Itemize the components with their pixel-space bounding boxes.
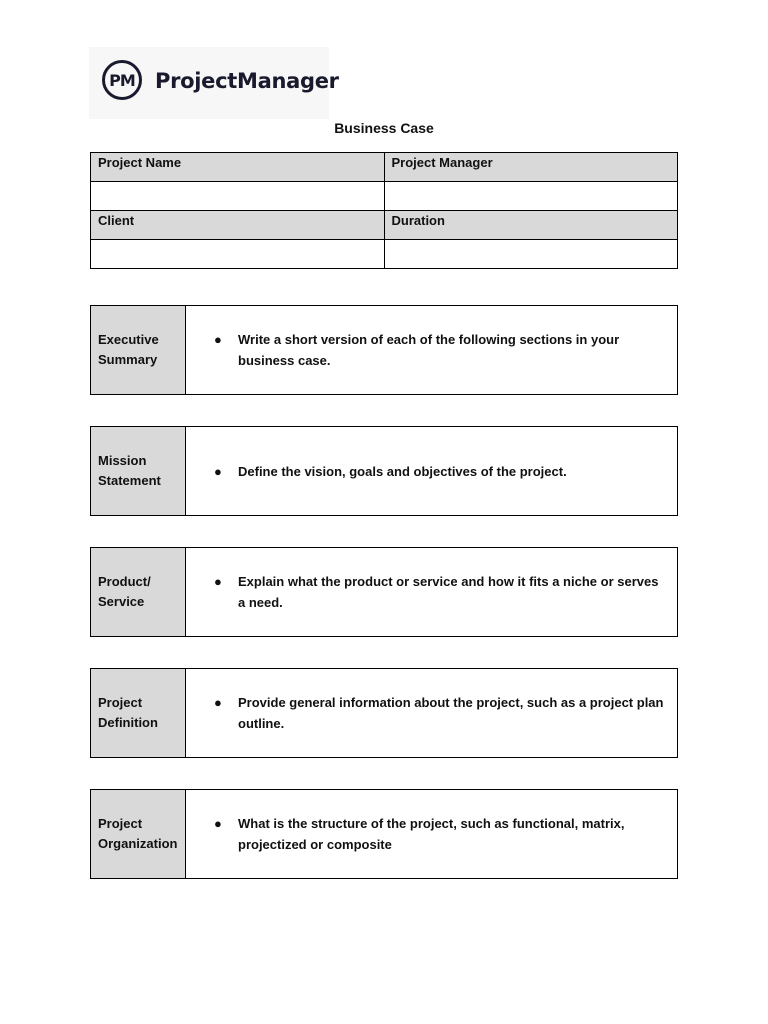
bullet-icon: ● (214, 816, 222, 831)
section-text: What is the structure of the project, such as functional, matrix, projectized or composite (238, 816, 625, 852)
section-executive-summary (90, 305, 678, 395)
section-text: Define the vision, goals and objectives of the project. (238, 463, 567, 479)
section-content[interactable] (186, 548, 677, 636)
project-info-table (90, 152, 678, 269)
bullet-icon: ● (214, 463, 222, 479)
projectmanager-logo (89, 47, 339, 119)
section-label: Executive Summary (91, 306, 186, 394)
section-text: Provide general information about the project, such as a project plan outline. (238, 695, 664, 731)
document-title: Business Case (334, 120, 434, 136)
section-project-definition (90, 668, 678, 758)
section-product-service (90, 547, 678, 637)
section-content[interactable] (186, 306, 677, 394)
section-label: Project Organization (91, 790, 186, 878)
section-content[interactable] (186, 669, 677, 757)
section-label: Product/ Service (91, 548, 186, 636)
pm-logo-icon: PM (102, 60, 142, 100)
section-label: Project Definition (91, 669, 186, 757)
duration-label: Duration (384, 211, 678, 240)
client-label: Client (91, 211, 385, 240)
bullet-icon: ● (214, 695, 222, 710)
bullet-icon: ● (214, 332, 222, 347)
section-label: Mission Statement (91, 427, 186, 515)
logo-wordmark: ProjectManager (155, 69, 339, 93)
section-content[interactable] (186, 790, 677, 878)
project-name-label: Project Name (91, 153, 385, 182)
section-content[interactable] (186, 427, 677, 515)
section-text: Write a short version of each of the following sections in your business case. (238, 332, 620, 368)
section-text: Explain what the product or service and how it fits a niche or serves a need. (238, 574, 659, 610)
project-manager-field[interactable] (384, 182, 678, 211)
project-name-field[interactable] (91, 182, 385, 211)
project-manager-label: Project Manager (384, 153, 678, 182)
section-project-organization (90, 789, 678, 879)
duration-field[interactable] (384, 240, 678, 269)
client-field[interactable] (91, 240, 385, 269)
section-mission-statement (90, 426, 678, 516)
bullet-icon: ● (214, 574, 222, 589)
